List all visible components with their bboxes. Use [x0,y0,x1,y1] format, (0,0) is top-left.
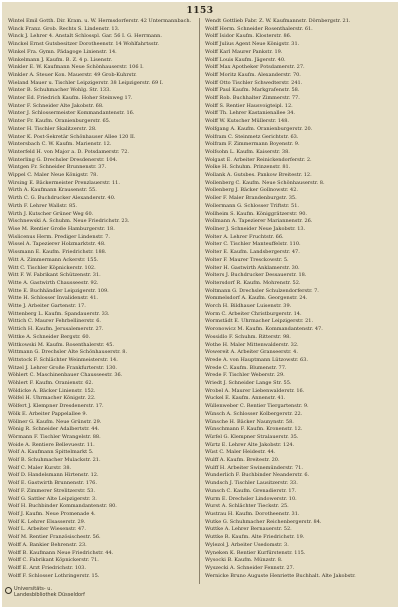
directory-entry: Wolff Karl Maurer Pankstr. 19. [205,48,283,55]
directory-entry: Wossidlo F. Schuhm. Ritterstr. 98. [205,333,291,340]
directory-entry: Wollheim S. Kaufm. Königgrätzerstr. 90. [205,210,307,217]
directory-entry: Witt F. W. Fabrikant Schützenstr. 31. [8,272,101,279]
directory-entry: Winckel Ernst Gutsbesitzer Dorotheenstr. 14 Wohlfahrtsstr. [8,41,159,48]
directory-entry: Wirth J. Kutscher Grüner Weg 60. [8,210,94,217]
directory-entry: Wittstock F. Schlächter Weinmeisterstr. 14. [8,356,118,363]
directory-entry: Wirth C. G. Buchdrucker Alexanderstr. 40. [8,195,116,202]
directory-entry: Wurm E. Drechsler Lindowerstr. 10. [205,495,297,502]
directory-entry: Wollenberg C. Kaufm. Neue Schönhauserstr. 8. [205,179,325,186]
directory-entry: Wittkowski M. Kaufm. Rosenthalerstr. 45. [8,341,115,348]
directory-entry: Wothe H. Maler Mittenwalderstr. 32. [205,341,299,348]
directory-entry: Wolff Julius Agent Neue Königstr. 31. [205,41,300,48]
directory-entry: Wieland Mauer u. Tischler Leipzigerstr. 38 Leipzigerstr. 69 I. [8,79,164,86]
directory-entry: Wutke G. Schuhmacher Reichenbergerstr. 84. [205,518,322,525]
directory-entry: Wolff Isidor Kaufm. Klosterstr. 86. [205,33,292,40]
column-divider [199,18,200,584]
directory-entry: Wolf K. Lehrer Elsasserstr. 29. [8,518,86,525]
directory-entry: Wriedt J. Schneider Lange Str. 55. [205,380,292,387]
directory-entry: Wittmann G. Drechsler Alte Schönhauserstr. 8. [8,349,128,356]
directory-entry: Wünsche H. Bäcker Naunynstr. 58. [205,418,294,425]
directory-entry: Wollenberg J. Bäcker Gollnowstr. 42. [205,187,299,194]
directory-entry: Wirsing E. Bäckermeister Prenzlauerstr. 11. [8,179,120,186]
directory-entry: Wolf J. Kaufm. Neue Promenade 4. [8,511,96,517]
directory-entry: Wrede F. Tischler Weberstr. 29. [205,372,285,379]
directory-entry: Winter F. Schneider Alte Jakobstr. 68. [8,102,104,109]
directory-entry: Wolter E. Kaufm. Landsbergerstr. 47. [205,249,300,256]
directory-entry: Winter B. Schuhmacher Wohlg. Str. 133. [8,87,111,94]
directory-entry: Wislicenus Herm. Prediger Lindenstr. 7. [8,233,110,240]
directory-entry: Wissel A. Tapezierer Holzmarktstr. 48. [8,241,106,248]
directory-entry: Witt C. Tischler Köpnickerstr. 102. [8,264,96,271]
directory-entry: Wustrau H. Kaufm. Dorotheenstr. 31. [205,511,300,517]
directory-entry: Wolff E. Arzt Friedrichstr. 103. [8,564,86,571]
directory-entry: Wolf C. Maler Kurstr. 38. [8,464,72,471]
directory-entry: Wuckel E. Kaufm. Annenstr. 41. [205,395,286,402]
directory-entry: Wintersbach C. W. Kaufm. Marienstr. 12. [8,141,112,148]
library-seal-icon [5,587,12,594]
directory-entry: Wunsch C. Kaufm. Grenadierstr. 17. [205,487,297,494]
directory-entry: Wollank A. Gutsbes. Pankow Breitestr. 12. [205,172,312,179]
directory-entry: Wylezol J. Arbeiter Usedomstr. 3. [205,541,289,548]
directory-entry: Wolf A. Kaufmann Spittelmarkt 5. [8,449,94,456]
directory-entry: Wolff F. Schlosser Lothringerstr. 15. [8,572,100,578]
directory-entry: Wolfsohn L. Kaufm. Kaiserstr. 38. [205,148,290,155]
directory-entry: Winkelmann J. Kaufm. B. Z. 4 p. Lisenstr. [8,56,112,63]
directory-entry: Wünsch A. Schlosser Kolbergerstr. 22. [205,410,303,417]
directory-entry: Wittich H. Kaufm. Jerusalemerstr. 27. [8,326,104,333]
directory-entry: Winter J. Schlossermeister Kommandantenstr. 16. [8,110,135,117]
directory-entry: Wolfgang A. Kaufm. Oranienburgerstr. 20. [205,125,313,132]
directory-entry: Wollner J. Schneider Neue Jakobstr. 13. [205,225,306,232]
directory-entry: Wittenberg L. Kaufm. Spandauerstr. 33. [8,310,110,317]
directory-entry: Wölk E. Arbeiter Pappelallee 9. [8,410,88,417]
directory-entry: Wrede C. Kaufm. Blumenstr. 77. [205,364,287,371]
directory-entry: Winter H. Tischler Skalitzerstr. 28. [8,125,97,132]
directory-entry: Wolff Moritz Kaufm. Alexanderstr. 70. [205,71,301,78]
directory-entry: Wölfert J. Klempner Dresdenerstr. 17. [8,403,104,410]
directory-entry: Wolke H. Schuhm. Prinzenstr. 81. [205,164,291,171]
directory-entry: Wolgast E. Arbeiter Reinickendorferstr. 2. [205,156,312,163]
page-number: 1153 [186,6,214,16]
directory-entry: Wolf G. Sattler Alte Leipzigerstr. 3. [8,495,97,502]
left-column [8,18,193,578]
directory-entry: Witt A. Zimmermann Ackerstr. 155. [8,256,99,263]
directory-entry: Wulff A. Kaufm. Breitestr. 20. [205,457,280,464]
directory-entry: Wowereit A. Arbeiter Granseerstr. 4. [205,349,298,356]
directory-entry: Wolf B. Schuhmacher Mulackstr. 21. [8,457,101,464]
directory-entry: Wischnewski A. Schuhm. Neue Friedrichstr. 23. [8,218,130,225]
directory-entry: Wolff Max Apotheker Potsdamerstr. 27. [205,64,305,71]
directory-entry: Wolf M. Rentier Französischestr. 56. [8,534,101,541]
directory-entry: Wendt Gottlieb Fabr. Z. W. Kaufmannstr. Dörnbergstr. 21. [205,18,351,24]
directory-entry: Wintel Emil Gotth. Dir. Kram. u. W. Hermsdorferstr. 42 Untermannbach. [8,18,192,24]
directory-entry: Wise M. Rentier Große Hamburgerstr. 18. [8,225,115,232]
directory-entry: Wysocki B. Kaufm. Münzstr. 8. [205,557,283,564]
directory-entry: Wolff Th. Lehrer Kastanienallee 34. [205,110,296,117]
directory-entry: Wolter C. Tischler Manteuffelstr. 110. [205,241,301,248]
directory-entry: Wolff C. Fabrikant Köpnickerstr. 71. [8,557,99,564]
directory-entry: Wollermann G. Schlosser Triftstr. 51. [205,202,299,209]
directory-entry: Wolff Paul Kaufm. Markgrafenstr. 58. [205,87,300,94]
directory-entry: Witte H. Schlosser Invalidenstr. 41. [8,295,99,302]
directory-entry: Wurst A. Schlächter Tieckstr. 25. [205,503,289,510]
directory-entry: Wittich C. Maurer Fehrbellinerstr. 6. [8,318,102,325]
directory-entry: Wolters J. Buchdrucker Dessauerstr. 18. [205,272,307,279]
directory-entry: Wörmann F. Tischler Wrangelstr. 88. [8,433,101,440]
directory-entry: Wyszecki A. Schneider Fennstr. 27. [205,564,295,571]
directory-entry: Wyneken K. Rentier Kurfürstenstr. 115. [205,549,306,556]
directory-entry: Wolf D. Handelsmann Hirtenstr. 12. [8,472,99,479]
directory-entry: Wolff A. Bankier Behrenstr. 23. [8,541,87,548]
directory-entry: Würfel G. Klempner Stralauerstr. 35. [205,433,299,440]
directory-entry: Wissmann E. Kaufm. Friedrichstr. 188. [8,249,107,256]
directory-entry: Wöldicke A. Bäcker Linienstr. 152. [8,387,96,394]
directory-entry: Winck J. Lehrer 4. Anstalt Schlosspl. Gar. 56 I. G. Herrmann. [8,33,162,40]
directory-entry: Winter Fr. Kaufm. Oranienburgerstr. 65. [8,118,111,125]
directory-entry: Wolf E. Gastwirth Brunnenstr. 176. [8,480,97,487]
directory-entry: Wolf L. Arbeiter Wiesenstr. 47. [8,526,86,533]
directory-entry: Wolff S. Rentier Hausvoigteipl. 12. [205,102,293,109]
directory-entry: Wüllenweber C. Rentier Tiergartenstr. 9. [205,403,309,410]
right-column [205,18,390,578]
directory-entry: Winkler A. Steuer Kon. Mauerstr. 49 Grob-Kuhrstr. [8,71,137,78]
directory-entry: Winter Ed. Friedrich Kaufm. Hoher Steinweg 17. [8,95,133,102]
stamp-line-2: Landesbibliothek Düsseldorf [14,592,85,598]
directory-entry: Witte A. Gastwirth Chausseestr. 92. [8,279,99,286]
directory-entry: Wünschmann F. Kaufm. Kronenstr. 12. [205,426,303,433]
directory-entry: Woronowicz M. Kaufm. Kommandantenstr. 47. [205,326,323,333]
directory-entry: Worm C. Arbeiter Christburgerstr. 14. [205,310,302,317]
directory-entry: Wüst C. Maler Heidestr. 44. [205,449,276,456]
directory-entry: Winterling G. Drechsler Dresdenerstr. 104. [8,156,118,163]
directory-entry: Wintgen Fr. Schneider Brunnenstr. 37. [8,164,107,171]
directory-entry: Witte E. Buchhändler Leipzigerstr. 109. [8,287,109,294]
directory-entry: Wommelsdorf A. Kaufm. Georgenstr. 24. [205,295,308,302]
directory-entry: Wönig R. Schneider Adalbertstr. 44. [8,426,100,433]
directory-entry: Wöllner G. Kaufm. Neue Grünstr. 29. [8,418,102,425]
directory-entry: Wolff Herm. Schneider Rosenthalerstr. 61. [205,25,313,32]
directory-entry: Würtz E. Lehrer Alte Jakobstr. 124. [205,441,295,448]
directory-entry: Woide A. Rentiere Bellevuestr. 11. [8,441,95,448]
directory-entry: Winkel Fra. Gymn. Pädagoge Linienstr. 14. [8,48,117,55]
directory-entry: Wöhlert F. Kaufm. Oranienstr. 62. [8,380,94,387]
directory-entry: Wernicke Bruno Auguste Henriette Buchhalt. Alte Jakobstr. [205,572,356,578]
stamp-line-1: Universitäts- u. [14,586,53,592]
directory-entry: Winkler E. W. Kaufmann Neue Schönhauserstr. 106 I. [8,64,144,71]
directory-entry: Wippel C. Maler Neue Königstr. 78. [8,172,98,179]
directory-entry: Winck Franz. Grob. Rechts S. Lindenstr. 13. [8,25,120,32]
directory-entry: Wuttke R. Kaufm. Alte Friedrichstr. 19. [205,534,305,541]
directory-entry: Wunderlich F. Buchbinder Neanderstr. 6. [205,472,310,479]
directory-entry: Wittke A. Schneider Bergstr. 60. [8,333,91,340]
directory-entry: Wirth F. Lehrer Wallstr. 85. [8,202,77,209]
directory-entry: Wolff Rob. Buchhalter Zimmerstr. 77. [205,95,300,102]
directory-entry: Wirth A. Kaufmann Krausenstr. 55. [8,187,97,194]
directory-entry: Worch H. Bildhauer Luisenstr. 39. [205,303,292,310]
scanned-page [2,2,398,607]
directory-entry: Wolter A. Lehrer Fruchtstr. 66. [205,233,284,240]
directory-entry: Wuttke A. Lehrer Bernauerstr. 52. [205,526,292,533]
directory-entry: Wormstädt E. Uhrmacher Leipzigerstr. 21. [205,318,314,325]
library-stamp [5,586,85,598]
directory-entry: Wolff B. Kaufmann Neue Friedrichstr. 44. [8,549,114,556]
directory-entry: Wrede A. von Hauptmann Lützowstr. 63. [205,356,308,363]
directory-entry: Wolf H. Buchbinder Kommandantenstr. 80. [8,503,117,510]
directory-entry: Winter K. Post-Sekretär Schönhauser Allee 120 II. [8,133,136,140]
directory-entry: Witzel J. Lehrer Große Frankfurterstr. 130. [8,364,117,371]
directory-entry: Wulff H. Arbeiter Swinemünderstr. 71. [205,464,303,471]
directory-entry: Wolter H. Gastwirth Anklamerstr. 30. [205,264,300,271]
directory-entry: Wöhlert C. Maschinenbauer Chausseestr. 36. [8,372,123,379]
directory-entry: Wolf F. Zimmerer Strelitzerstr. 53. [8,487,96,494]
directory-entry: Wrobel A. Maurer Liebenwalderstr. 16. [205,387,305,394]
directory-entry: Wollmann A. Tapezierer Mariannenstr. 26. [205,218,313,225]
directory-entry: Woltersdorf R. Kaufm. Mohrenstr. 52. [205,279,301,286]
directory-entry: Woltmann G. Drechsler Schulzendorferstr. 7. [205,287,319,294]
directory-entry: Witte J. Arbeiter Gartenstr. 17. [8,303,86,310]
directory-entry: Wundsch J. Tischler Lausitzerstr. 33. [205,480,298,487]
directory-entry: Wölfel H. Uhrmacher Königstr. 22. [8,395,96,402]
directory-entry: Wolfram F. Zimmermann Boyenstr. 9. [205,141,300,148]
directory-entry: Wolff W. Kutscher Müllerstr. 148. [205,118,289,125]
directory-entry: Woller F. Maler Brandenburgstr. 35. [205,195,297,202]
directory-entry: Wolter F. Maurer Tresckowstr. 5. [205,256,289,263]
directory-entry: Winterfeld H. von Major a. D. Potsdamerstr. 72. [8,148,129,155]
directory-entry: Wolfram C. Steinmetz Gerichtstr. 63. [205,133,299,140]
directory-entry: Wolff Louis Kaufm. Jägerstr. 40. [205,56,286,63]
directory-entry: Wolff Otto Tischler Schwedterstr. 241. [205,79,303,86]
